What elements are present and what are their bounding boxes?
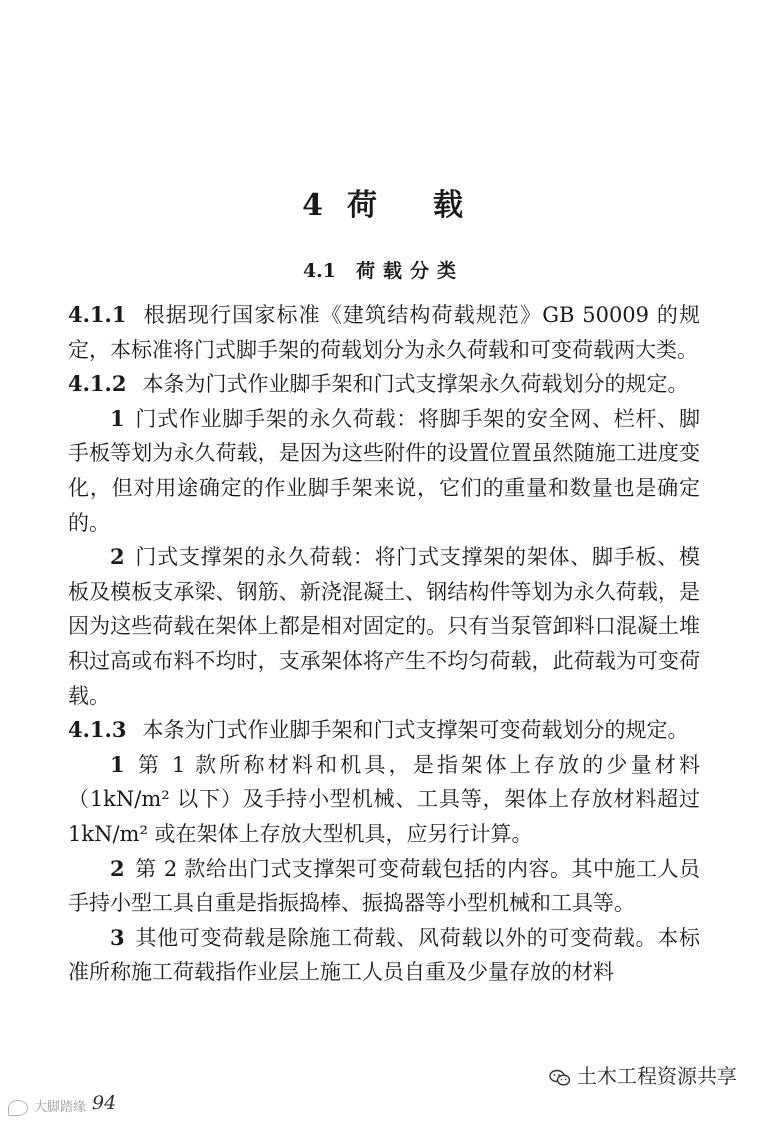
clause-text: 根据现行国家标准《建筑结构荷载规范》GB 50009 的规定，本标准将门式脚手架的荷载划分为永久荷载和可变荷载两大类。 [68, 303, 700, 362]
item-text: 门式作业脚手架的永久荷载：将脚手架的安全网、栏杆、脚手板等划为永久荷载，是因为这些附件的设置位置虽然随施工进度变化，但对用途确定的作业脚手架来说，它们的重量和数量也是确定的。 [68, 406, 700, 535]
clause-4-1-2-item-1 [68, 402, 700, 540]
wechat-icon [549, 1069, 571, 1087]
chapter-title-char-1: 荷 [346, 188, 379, 223]
clause-4-1-2-item-2 [68, 540, 700, 713]
item-number: 2 [110, 855, 125, 881]
clause-4-1-3 [68, 713, 700, 748]
item-number: 1 [110, 751, 125, 777]
clause-4-1-3-item-2 [68, 852, 700, 921]
right-watermark-text: 土木工程资源共享 [577, 1064, 737, 1088]
page-number: 94 [92, 1092, 117, 1114]
clause-4-1-1 [68, 298, 700, 367]
chapter-number: 4 [302, 188, 325, 223]
watermark-logo-icon [8, 1100, 28, 1116]
chapter-title-char-2: 载 [432, 188, 465, 223]
clause-4-1-3-item-1 [68, 748, 700, 852]
section-heading-text: 荷载分类 [356, 260, 465, 282]
item-number: 3 [110, 924, 125, 950]
item-text: 第 2 款给出门式支撑架可变荷载包括的内容。其中施工人员手持小型工具自重是指振捣棒、振捣器等小型机械和工具等。 [68, 856, 700, 916]
clause-4-1-2 [68, 367, 700, 402]
clause-text: 本条为门式作业脚手架和门式支撑架永久荷载划分的规定。 [142, 372, 689, 397]
clause-4-1-3-item-3 [68, 921, 700, 990]
clause-number: 4.1.3 [68, 717, 127, 743]
clause-text: 本条为门式作业脚手架和门式支撑架可变荷载划分的规定。 [142, 718, 689, 743]
item-number: 2 [110, 544, 125, 570]
clause-number: 4.1.1 [68, 302, 127, 327]
item-number: 1 [110, 405, 125, 431]
section-title [0, 256, 767, 283]
chapter-title [0, 180, 767, 224]
clause-number: 4.1.2 [68, 371, 127, 397]
section-number: 4.1 [302, 260, 337, 282]
left-watermark [8, 1096, 86, 1116]
right-watermark [545, 1060, 741, 1089]
item-text: 其他可变荷载是除施工荷载、风荷载以外的可变荷载。本标准所称施工荷载指作业层上施工人员自重及少量存放的材料 [68, 925, 700, 985]
item-text: 门式支撑架的永久荷载：将门式支撑架的架体、脚手板、模板及模板支承梁、钢筋、新浇混凝土、钢结构件等划为永久荷载，是因为这些荷载在架体上都是相对固定的。只有当泵管卸料口混凝土堆积过高或布料不均时，支承架体将产生不均匀荷载，此荷载为可变荷载。 [68, 545, 700, 708]
item-text: 第 1 款所称材料和机具，是指架体上存放的少量材料（1kN/m² 以下）及手持小型机械、工具等，架体上存放材料超过 1kN/m² 或在架体上存放大型机具，应另行计算。 [68, 752, 700, 846]
body-text [68, 298, 700, 990]
left-watermark-text: 大脚踏缘 [34, 1100, 87, 1115]
